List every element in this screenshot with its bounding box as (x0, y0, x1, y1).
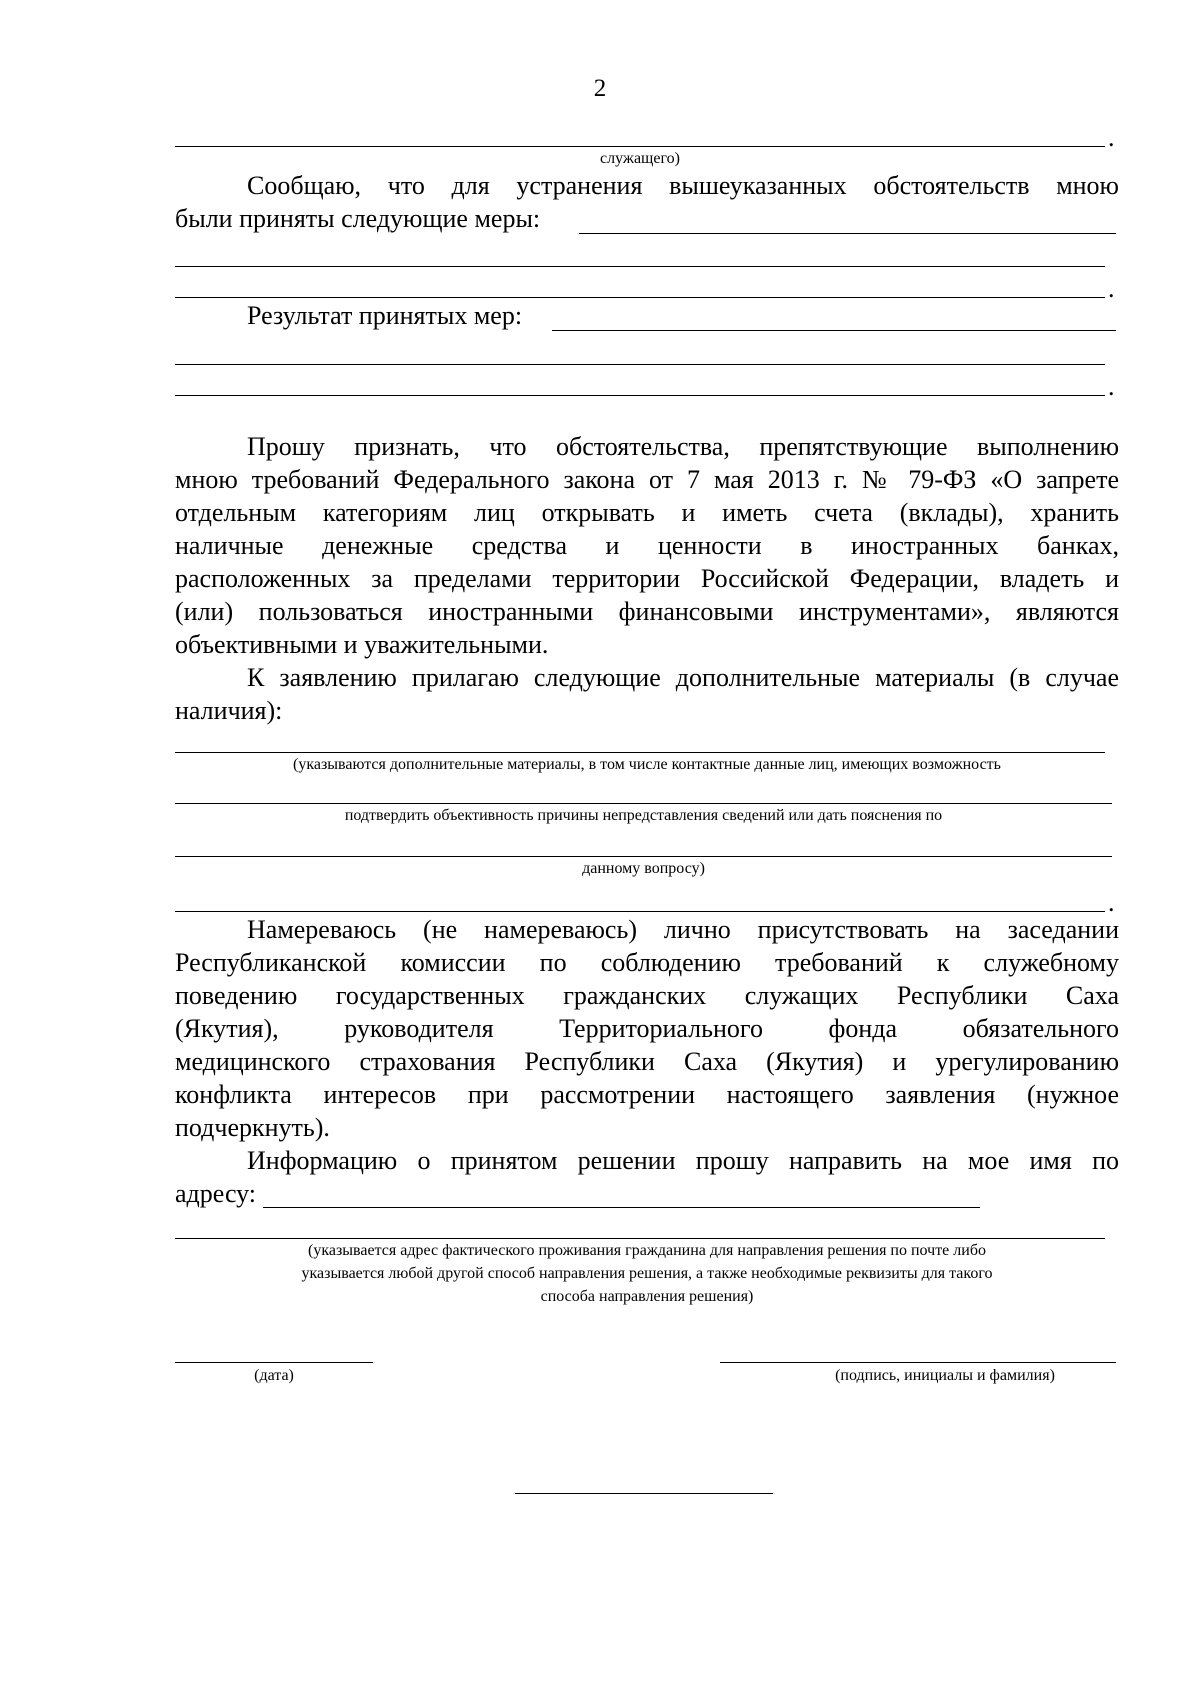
request-line: расположенных за пределами территории Российской Федерации, владеть и (175, 564, 1119, 593)
intention-line: Намереваюсь (не намереваюсь) лично присутствовать на заседании (247, 915, 1119, 944)
line-end-mark: . (1108, 274, 1115, 303)
address-caption-line: указывается любой другой способ направления решения, а также необходимые реквизиты для такого (301, 1265, 993, 1282)
result-label: Результат принятых мер: (247, 301, 523, 330)
result-answer-line[interactable] (552, 330, 1116, 331)
blank-line (175, 146, 1105, 147)
blank-line[interactable] (175, 911, 1105, 912)
request-line: (или) пользоваться иностранными финансовыми инструментами», являются (175, 597, 1119, 626)
blank-line[interactable] (175, 297, 1105, 298)
intention-line: конфликта интересов при рассмотрении настоящего заявления (нужное (175, 1080, 1119, 1109)
address-label: адресу: (175, 1179, 257, 1208)
intention-line: медицинского страхования Республики Саха (Якутия) и урегулированию (175, 1047, 1119, 1076)
attachments-caption-1: (указываются дополнительные материалы, в том числе контактные данные лиц, имеющих возможность (293, 756, 1001, 773)
address-caption-line: способа направления решения) (540, 1288, 754, 1305)
blank-line[interactable] (175, 364, 1105, 365)
attachments-caption-3: данному вопросу) (582, 860, 705, 877)
intention-line: (Якутия), руководителя Территориального фонда обязательного (175, 1014, 1119, 1043)
page-number: 2 (593, 75, 607, 102)
blank-line[interactable] (175, 752, 1105, 753)
top-caption: служащего) (600, 150, 680, 167)
attachments-line-2: наличия): (175, 696, 283, 725)
intention-line: Республиканской комиссии по соблюдению требований к служебному (175, 948, 1119, 977)
blank-line[interactable] (175, 803, 1112, 804)
date-line[interactable] (175, 1362, 373, 1363)
address-caption-line: (указывается адрес фактического проживания гражданина для направления решения по почте либо (308, 1242, 986, 1259)
attachments-line-1: К заявлению прилагаю следующие дополнительные материалы (в случае (247, 663, 1119, 692)
request-line: Прошу признать, что обстоятельства, препятствующие выполнению (247, 432, 1119, 461)
intention-line: поведению государственных гражданских служащих Республики Саха (175, 981, 1119, 1010)
blank-line[interactable] (175, 266, 1105, 267)
request-line: мною требований Федерального закона от 7 мая 2013 г. № 79-ФЗ «О запрете (175, 465, 1119, 494)
measures-answer-line[interactable] (579, 233, 1116, 234)
date-caption: (дата) (254, 1367, 294, 1384)
request-line: объективными и уважительными. (175, 630, 549, 659)
blank-line[interactable] (175, 856, 1112, 857)
end-separator (515, 1493, 773, 1494)
request-line: отдельным категориям лиц открывать и иметь счета (вклады), хранить (175, 498, 1119, 527)
measures-line-1: Сообщаю, что для устранения вышеуказанных обстоятельств мною (247, 171, 1119, 200)
attachments-caption-2: подтвердить объективность причины непредставления сведений или дать пояснения по (344, 807, 943, 824)
line-end-mark: . (1108, 888, 1115, 917)
address-line-1: Информацию о принятом решении прошу направить на мое имя по (247, 1146, 1119, 1175)
intention-line: подчеркнуть). (175, 1113, 330, 1142)
request-line: наличные денежные средства и ценности в иностранных банках, (175, 531, 1119, 560)
measures-line-2-label: были приняты следующие меры: (175, 204, 541, 233)
signature-caption: (подпись, инициалы и фамилия) (835, 1367, 1055, 1384)
blank-line[interactable] (175, 395, 1105, 396)
address-answer-line[interactable] (263, 1207, 980, 1208)
line-end-mark: . (1108, 123, 1115, 152)
line-end-mark: . (1108, 372, 1115, 401)
signature-line[interactable] (720, 1362, 1116, 1363)
blank-line[interactable] (175, 1238, 1105, 1239)
